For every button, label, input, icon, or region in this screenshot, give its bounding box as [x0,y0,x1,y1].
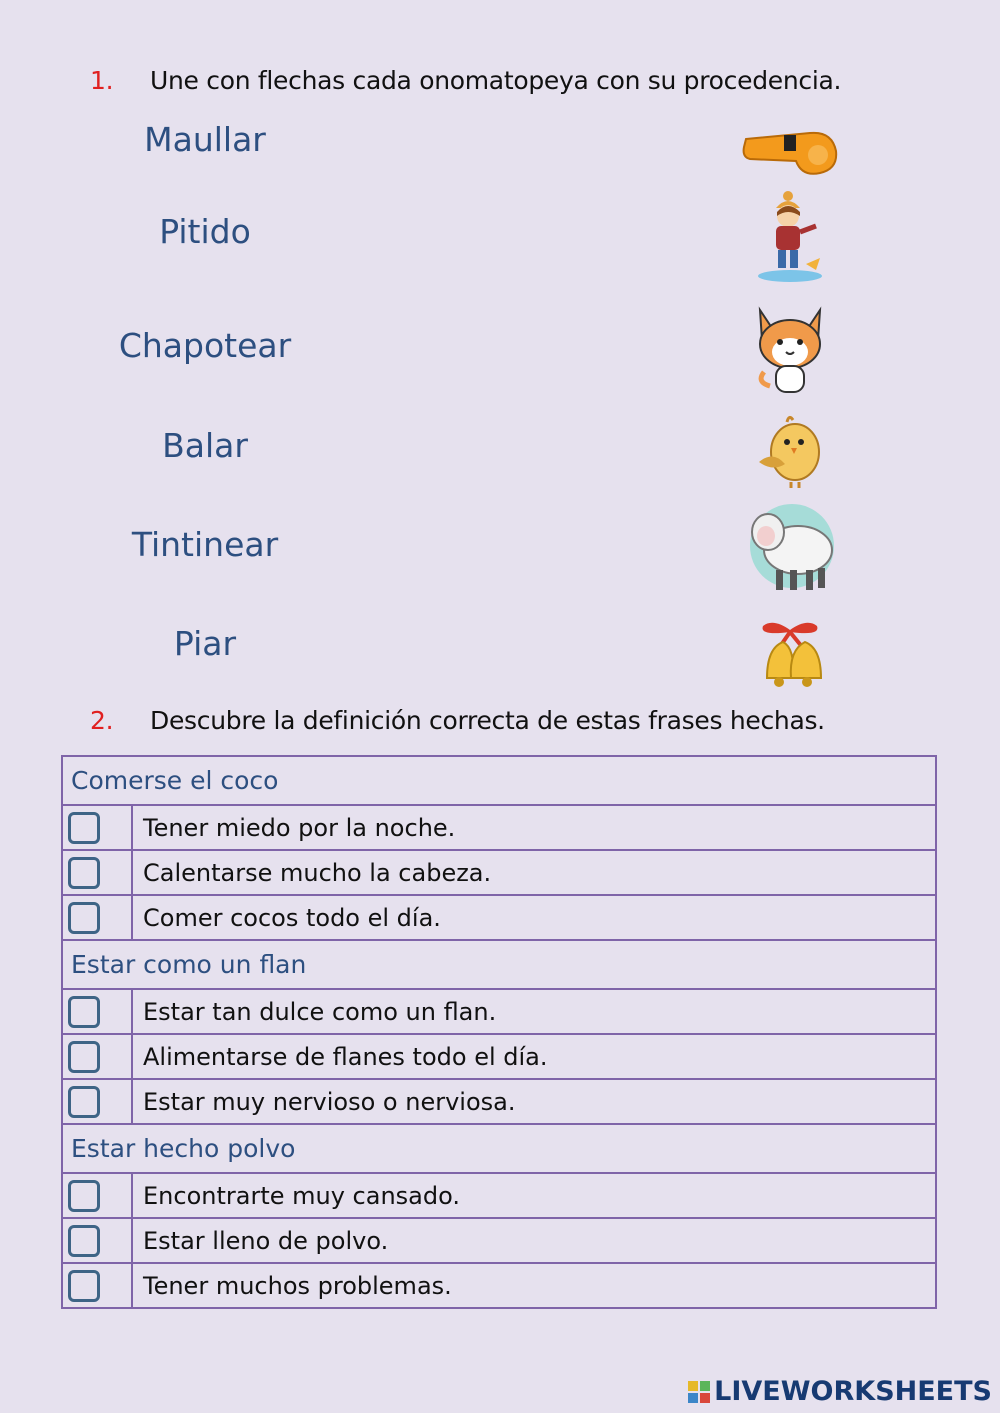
option-checkbox[interactable] [68,812,100,844]
child-splashing-icon[interactable] [740,188,840,283]
sheep-icon[interactable] [740,500,840,595]
option-checkbox[interactable] [68,1270,100,1302]
phrase-heading: Estar hecho polvo [62,1124,936,1173]
phrase-heading: Comerse el coco [62,756,936,805]
option-text: Comer cocos todo el día. [132,895,936,940]
option-row[interactable] [62,895,936,940]
question-1-header [90,66,841,95]
liveworksheets-logo [688,1376,992,1407]
option-checkbox[interactable] [68,1041,100,1073]
bird-icon[interactable] [740,402,840,497]
phrase-heading: Estar como un flan [62,940,936,989]
question-number: 1. [90,66,114,95]
word-item[interactable]: Tintinear [131,525,279,564]
option-row[interactable] [62,1034,936,1079]
question-instruction: Une con flechas cada onomatopeya con su procedencia. [150,66,842,95]
option-checkbox[interactable] [68,996,100,1028]
word-item[interactable]: Piar [173,624,237,663]
option-text: Tener muchos problemas. [132,1263,936,1308]
word-item[interactable]: Balar [162,426,248,465]
option-text: Estar muy nervioso o nerviosa. [132,1079,936,1124]
option-text: Alimentarse de flanes todo el día. [132,1034,936,1079]
word-item[interactable]: Maullar [144,120,266,159]
word-item[interactable]: Pitido [159,212,251,251]
option-checkbox[interactable] [68,1180,100,1212]
logo-mark-icon [688,1381,710,1403]
question-instruction: Descubre la definición correcta de estas frases hechas. [150,706,825,735]
question-number: 2. [90,706,114,735]
option-row[interactable] [62,1263,936,1308]
option-checkbox[interactable] [68,902,100,934]
option-checkbox[interactable] [68,1225,100,1257]
option-checkbox[interactable] [68,857,100,889]
option-text: Tener miedo por la noche. [132,805,936,850]
option-row[interactable] [62,1079,936,1124]
option-row[interactable] [62,989,936,1034]
option-text: Calentarse mucho la cabeza. [132,850,936,895]
bell-icon[interactable] [740,606,840,701]
option-text: Estar tan dulce como un flan. [132,989,936,1034]
question-2-header [90,706,825,735]
word-item[interactable]: Chapotear [118,326,292,365]
option-row[interactable] [62,1173,936,1218]
cat-icon[interactable] [740,302,840,397]
option-text: Encontrarte muy cansado. [132,1173,936,1218]
brand-name: LIVEWORKSHEETS [714,1376,992,1407]
option-row[interactable] [62,850,936,895]
definitions-table [61,755,937,1309]
whistle-icon[interactable] [740,98,840,193]
option-row[interactable] [62,805,936,850]
option-checkbox[interactable] [68,1086,100,1118]
option-row[interactable] [62,1218,936,1263]
option-text: Estar lleno de polvo. [132,1218,936,1263]
